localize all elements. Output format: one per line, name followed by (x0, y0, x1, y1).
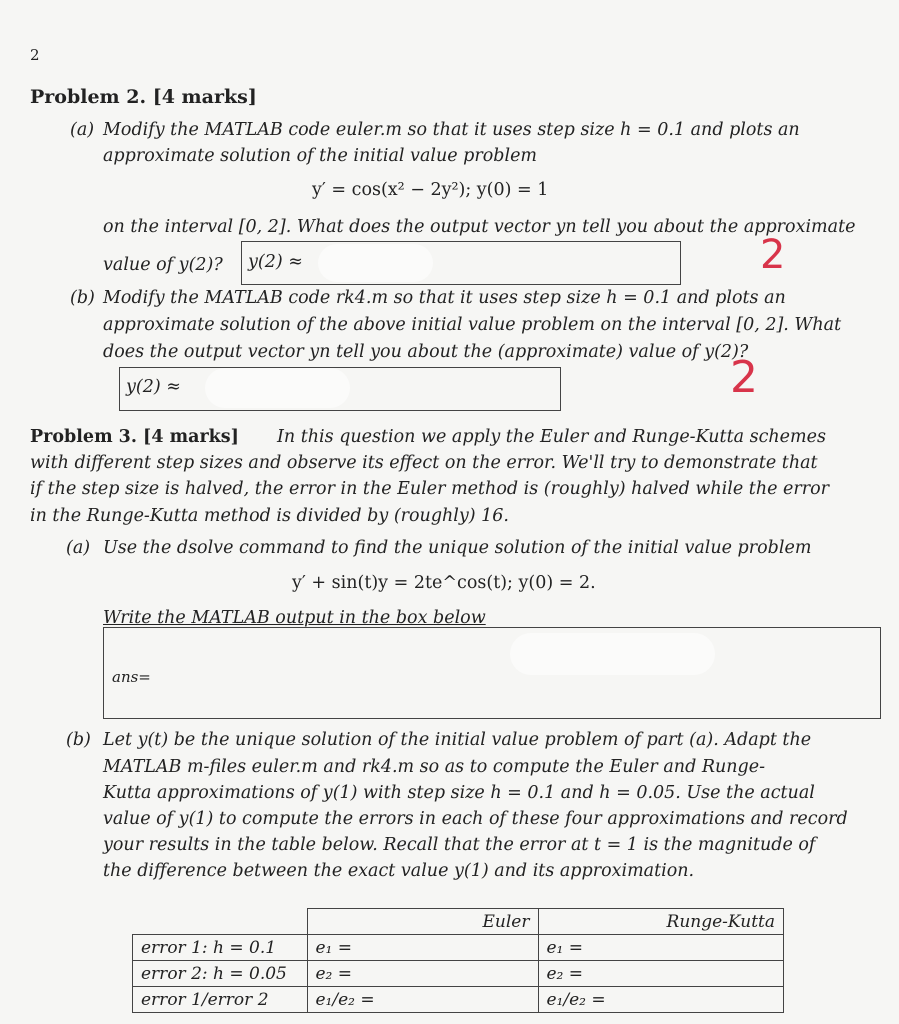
table-cell-rk-e2[interactable]: e₂ = (538, 961, 784, 987)
p2b-line1: Modify the MATLAB code rk4.m so that it uses step size h = 0.1 and plots an (103, 288, 786, 308)
p2a-equation: y′ = cos(x² − 2y²); y(0) = 1 (312, 180, 549, 200)
redaction-blot (205, 368, 350, 408)
redaction-blot (318, 244, 433, 282)
table-cell-rk-e1[interactable]: e₁ = (538, 935, 784, 961)
p2b-line2: approximate solution of the above initial value problem on the interval [0, 2]. What (103, 315, 842, 335)
p3b-line4: value of y(1) to compute the errors in each of these four approximations and record (103, 809, 848, 829)
table-row-label: error 1/error 2 (133, 987, 308, 1013)
p3b-line1: Let y(t) be the unique solution of the initial value problem of part (a). Adapt the (103, 730, 812, 750)
p2a-label: (a) (70, 120, 95, 140)
p3b-line5: your results in the table below. Recall that the error at t = 1 is the magnitude of (103, 835, 816, 855)
p2a-handwritten-answer: 2 (760, 232, 786, 278)
p3b-line3: Kutta approximations of y(1) with step size h = 0.1 and h = 0.05. Use the actual (103, 783, 815, 803)
p2b-label: (b) (70, 288, 95, 308)
table-row (133, 961, 784, 987)
p2a-line3: on the interval [0, 2]. What does the output vector yn tell you about the approximate (103, 217, 856, 237)
table-cell-euler-e2[interactable]: e₂ = (307, 961, 538, 987)
table-cell-euler-ratio[interactable]: e₁/e₂ = (307, 987, 538, 1013)
p3a-answer-prefix: ans= (112, 668, 151, 686)
p2b-answer-prefix: y(2) ≈ (126, 377, 181, 397)
p3a-equation: y′ + sin(t)y = 2te^cos(t); y(0) = 2. (292, 573, 596, 593)
p2b-handwritten-answer: 2 (730, 352, 758, 403)
table-header-row (133, 909, 784, 935)
p3b-line6: the difference between the exact value y(1) and its approximation. (103, 861, 695, 881)
table-row-label: error 1: h = 0.1 (133, 935, 308, 961)
results-table (132, 908, 784, 1013)
page-number: 2 (30, 46, 40, 64)
p3b-label: (b) (66, 730, 91, 750)
p3a-line2: Write the MATLAB output in the box below (103, 608, 486, 628)
table-header-euler: Euler (307, 909, 538, 935)
table-cell-rk-ratio[interactable]: e₁/e₂ = (538, 987, 784, 1013)
p3a-label: (a) (66, 538, 91, 558)
problem2-heading: Problem 2. [4 marks] (30, 86, 257, 108)
p2b-line3: does the output vector yn tell you about the (approximate) value of y(2)? (103, 342, 749, 362)
p2a-line1: Modify the MATLAB code euler.m so that it uses step size h = 0.1 and plots an (103, 120, 800, 140)
p3-intro-line4: in the Runge-Kutta method is divided by (roughly) 16. (30, 506, 509, 526)
p3-intro-line2: with different step sizes and observe its effect on the error. We'll try to demonstrate that (30, 453, 818, 473)
p3a-answer-box[interactable] (103, 627, 881, 719)
p2a-line2: approximate solution of the initial value problem (103, 146, 538, 166)
table-cell-euler-e1[interactable]: e₁ = (307, 935, 538, 961)
redaction-blot (510, 633, 715, 675)
table-row (133, 935, 784, 961)
problem3-heading: Problem 3. [4 marks] (30, 427, 239, 447)
table-row (133, 987, 784, 1013)
p2a-line4: value of y(2)? (103, 255, 223, 275)
table-header-empty (133, 909, 308, 935)
p3a-line1: Use the dsolve command to find the unique solution of the initial value problem (103, 538, 812, 558)
p3-intro-line3: if the step size is halved, the error in the Euler method is (roughly) halved while the error (30, 479, 830, 499)
p2a-answer-box[interactable] (241, 241, 681, 285)
p3-intro-line1: In this question we apply the Euler and Runge-Kutta schemes (277, 427, 826, 447)
table-row-label: error 2: h = 0.05 (133, 961, 308, 987)
p3b-line2: MATLAB m-files euler.m and rk4.m so as to compute the Euler and Runge- (103, 757, 766, 777)
table-header-runge-kutta: Runge-Kutta (538, 909, 784, 935)
p2a-answer-prefix: y(2) ≈ (248, 252, 303, 272)
